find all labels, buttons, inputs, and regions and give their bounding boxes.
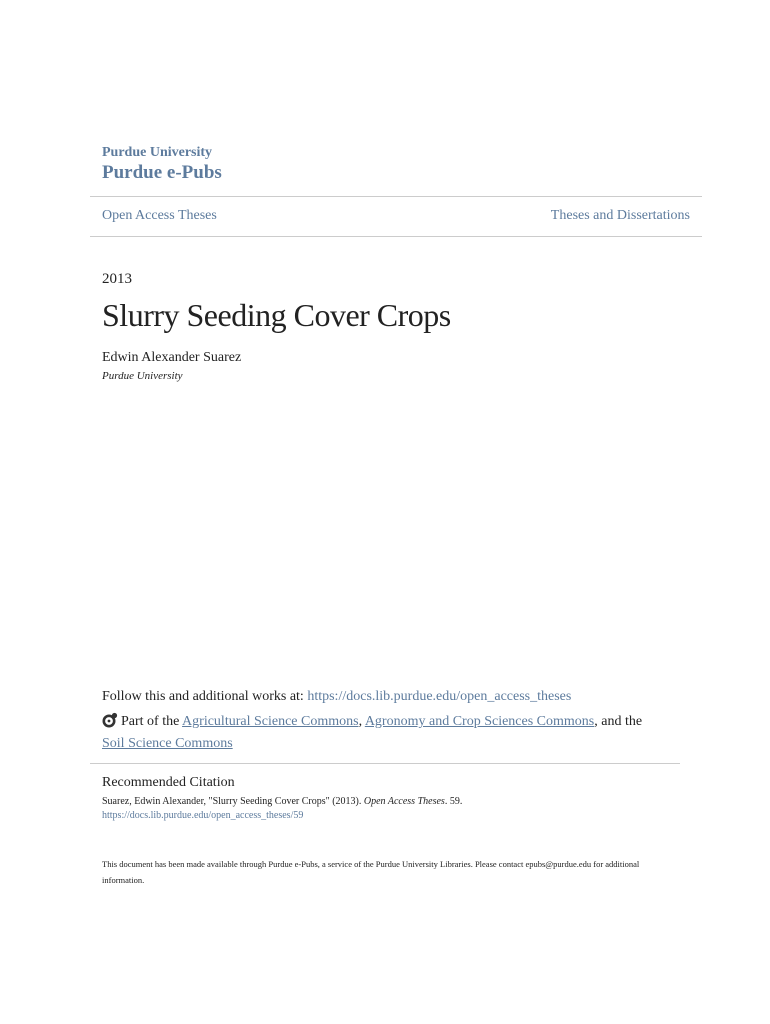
document-title: Slurry Seeding Cover Crops <box>102 297 451 333</box>
follow-label: Follow this and additional works at: <box>102 689 308 704</box>
footer-notice: This document has been made available through Purdue e-Pubs, a service of the Purdue University Libraries. Please contact epubs@purdue.edu for additional information. <box>102 859 640 885</box>
citation-text-after: . 59. <box>444 796 463 807</box>
institution-name[interactable]: Purdue University <box>102 145 213 160</box>
collection-url-link[interactable]: https://docs.lib.purdue.edu/open_access_theses <box>307 689 572 704</box>
separator-1: , <box>358 714 365 729</box>
separator-2: , and the <box>594 714 643 729</box>
open-access-theses-link[interactable]: Open Access Theses <box>102 208 217 223</box>
author-name: Edwin Alexander Suarez <box>102 350 242 365</box>
citation-text-before: Suarez, Edwin Alexander, "Slurry Seeding Cover Crops" (2013). <box>102 796 364 807</box>
part-of-prefix: Part of the <box>121 714 183 729</box>
citation-text <box>102 796 462 807</box>
nav-divider <box>90 236 702 237</box>
theses-dissertations-link[interactable]: Theses and Dissertations <box>550 208 690 223</box>
soil-science-commons-link[interactable]: Soil Science Commons <box>102 736 233 751</box>
part-of-commons <box>102 712 682 753</box>
network-commons-icon <box>102 712 118 734</box>
agricultural-science-commons-link[interactable]: Agricultural Science Commons <box>182 714 359 729</box>
citation-heading: Recommended Citation <box>102 775 235 790</box>
citation-divider <box>90 763 680 764</box>
agronomy-crop-sciences-commons-link[interactable]: Agronomy and Crop Sciences Commons <box>364 714 595 729</box>
author-affiliation: Purdue University <box>102 370 183 382</box>
repository-name[interactable]: Purdue e-Pubs <box>102 162 222 183</box>
publication-year: 2013 <box>102 271 132 287</box>
top-divider <box>90 196 702 197</box>
citation-url-link[interactable]: https://docs.lib.purdue.edu/open_access_theses/59 <box>102 810 304 821</box>
citation-series: Open Access Theses <box>363 796 445 807</box>
follow-line <box>102 689 571 705</box>
